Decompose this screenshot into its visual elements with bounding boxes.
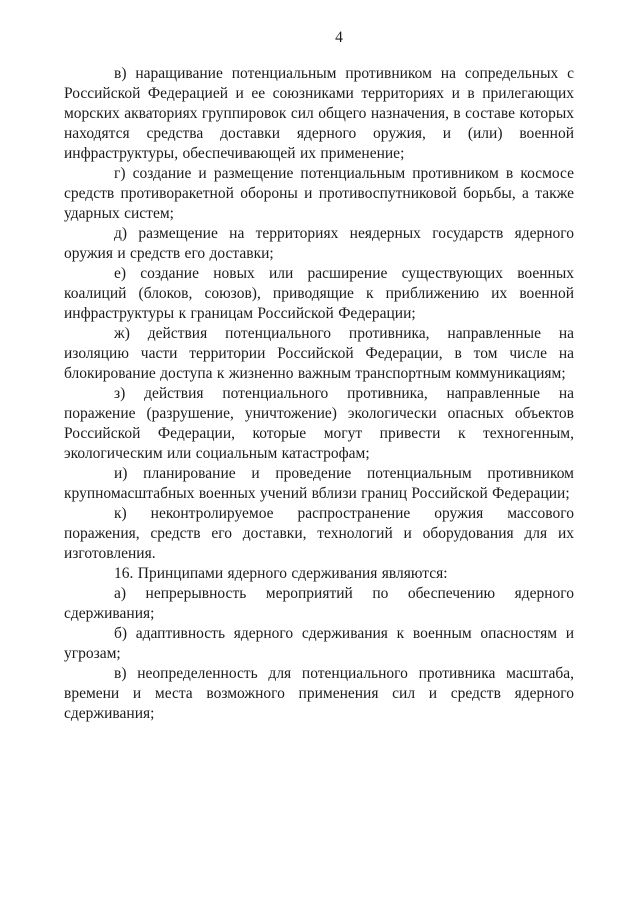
paragraph-item-v2: в) неопределенность для потенциального противника масштаба, времени и места возможного применения сил и средств ядерного сдерживания; xyxy=(64,665,574,722)
page-number: 4 xyxy=(335,29,343,46)
paragraph-item-a: а) непрерывность мероприятий по обеспечению ядерного сдерживания; xyxy=(64,585,574,622)
paragraph-item-e: е) создание новых или расширение существующих военных коалиций (блоков, союзов), приводящие к приближению их военной инфраструктуры к границам Российской Федерации; xyxy=(64,265,574,322)
paragraph-item-k: к) неконтролируемое распространение оружия массового поражения, средств его доставки, технологий и оборудования для их изготовления. xyxy=(64,505,574,562)
paragraph-item-d: д) размещение на территориях неядерных государств ядерного оружия и средств его доставки; xyxy=(64,225,574,262)
document-body xyxy=(64,64,574,724)
paragraph-item-g: г) создание и размещение потенциальным противником в космосе средств противоракетной обороны и противоспутниковой борьбы, а также ударных систем; xyxy=(64,165,574,222)
paragraph-item-zh: ж) действия потенциального противника, направленные на изоляцию части территории Российской Федерации, в том числе на блокирование доступа к жизненно важным транспортным коммуникациям; xyxy=(64,325,574,382)
paragraph-item-z: з) действия потенциального противника, направленные на поражение (разрушение, уничтожение) экологически опасных объектов Российской Федерации, которые могут привести к техногенным, экологическим или социальным катастрофам; xyxy=(64,385,574,462)
paragraph-item-b: б) адаптивность ядерного сдерживания к военным опасностям и угрозам; xyxy=(64,625,574,662)
paragraph-item-v: в) наращивание потенциальным противником на сопредельных с Российской Федерацией и ее союзниками территориях и в прилегающих морских акваториях группировок сил общего назначения, в составе которых находятся средства доставки ядерного оружия, и (или) военной инфраструктуры, обеспечивающей их применение; xyxy=(64,65,574,162)
clause-16-heading: 16. Принципами ядерного сдерживания являются: xyxy=(114,565,448,582)
paragraph-item-i: и) планирование и проведение потенциальным противником крупномасштабных военных учений вблизи границ Российской Федерации; xyxy=(64,465,574,502)
